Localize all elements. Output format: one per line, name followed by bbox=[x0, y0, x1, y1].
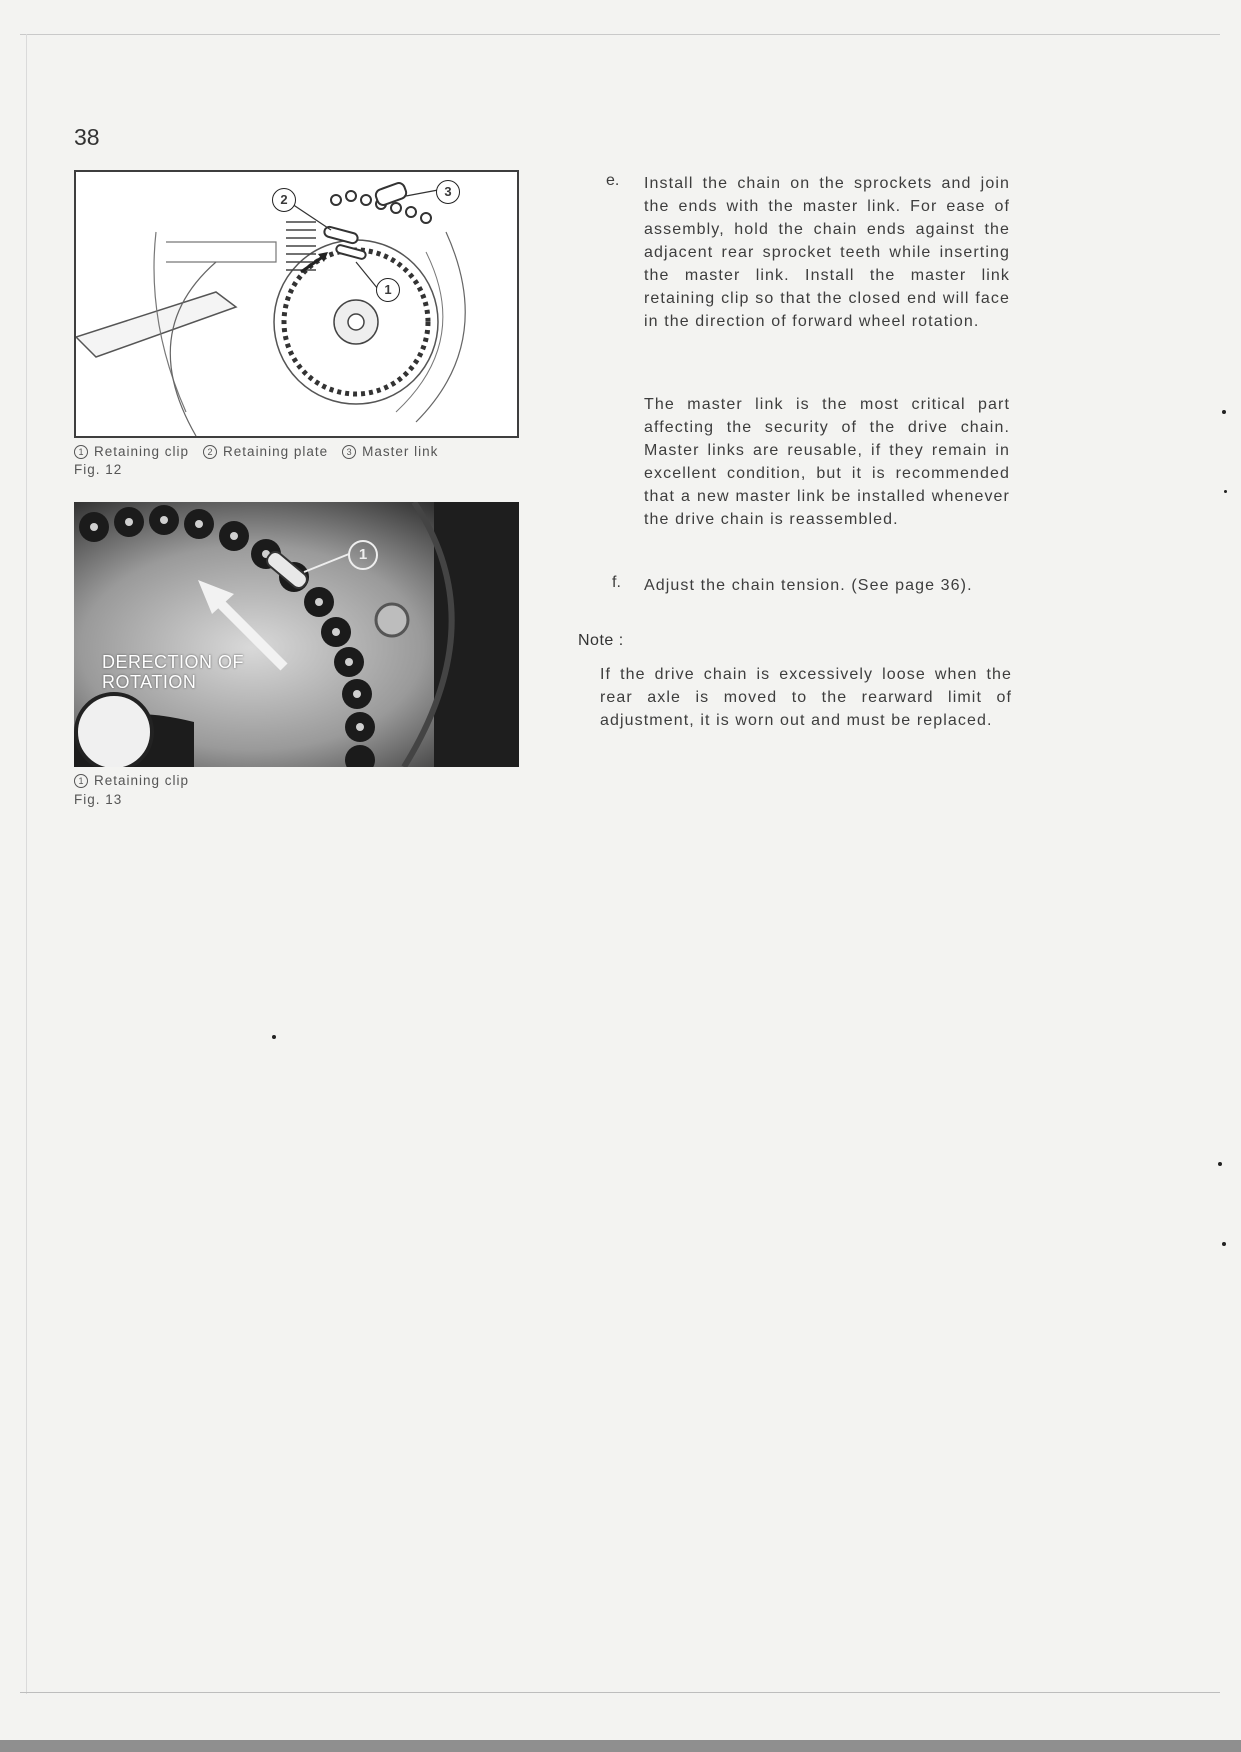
note-text: If the drive chain is excessively loose when the rear axle is moved to the rearward limit of adjustment, it is worn out and must be replaced. bbox=[600, 666, 1012, 729]
scan-edge bbox=[0, 1740, 1241, 1752]
figure-12 bbox=[74, 170, 519, 438]
scan-speck bbox=[272, 1035, 276, 1039]
step-e-marker: e. bbox=[606, 172, 620, 189]
legend-text: Retaining plate bbox=[223, 444, 329, 459]
legend-text: Master link bbox=[362, 444, 439, 459]
overlay-line: DERECTION OF bbox=[102, 652, 245, 672]
callout-1: 1 bbox=[376, 278, 400, 302]
callout-1: 1 bbox=[348, 540, 378, 570]
legend-text: Retaining clip bbox=[94, 773, 190, 788]
scan-speck bbox=[1218, 1162, 1222, 1166]
page-number: 38 bbox=[74, 124, 100, 150]
legend-number: 2 bbox=[203, 445, 217, 459]
legend-text: Retaining clip bbox=[94, 444, 190, 459]
figure-13 bbox=[74, 502, 519, 767]
scan-speck bbox=[1224, 490, 1227, 493]
figure-12-label: Fig. 12 bbox=[74, 462, 123, 477]
step-f-text: Adjust the chain tension. (See page 36). bbox=[644, 577, 973, 594]
legend-number: 1 bbox=[74, 445, 88, 459]
page-frame-bottom bbox=[20, 1692, 1220, 1693]
legend-number: 1 bbox=[74, 774, 88, 788]
step-e-text: Install the chain on the sprockets and join the ends with the master link. For ease of assembly, hold the chain ends against the adjacent rear sprocket teeth while inserting the master link. Install the master link retaining clip so that the closed end will face in the direction of forward wheel rotation. bbox=[644, 175, 1010, 330]
figure-13-legend bbox=[74, 773, 189, 788]
scan-speck bbox=[1222, 410, 1226, 414]
step-f-marker: f. bbox=[612, 574, 621, 591]
figure-12-drawing bbox=[76, 172, 517, 436]
page-frame-top bbox=[20, 34, 1220, 35]
note-label: Note : bbox=[578, 632, 624, 649]
overlay-line: ROTATION bbox=[102, 672, 197, 692]
callout-2: 2 bbox=[272, 188, 296, 212]
legend-number: 3 bbox=[342, 445, 356, 459]
scan-speck bbox=[1222, 1242, 1226, 1246]
step-e-followup: The master link is the most critical part affecting the security of the drive chain. Master links are reusable, if they remain in excellent condition, but it is recommended that a new master link be installed whenever the drive chain is reassembled. bbox=[644, 396, 1010, 528]
figure-13-photo bbox=[74, 502, 519, 767]
figure-13-label: Fig. 13 bbox=[74, 792, 123, 807]
page-frame-left bbox=[26, 34, 27, 1694]
figure-12-legend bbox=[74, 444, 438, 459]
callout-3: 3 bbox=[436, 180, 460, 204]
rotation-direction-label bbox=[102, 652, 244, 692]
